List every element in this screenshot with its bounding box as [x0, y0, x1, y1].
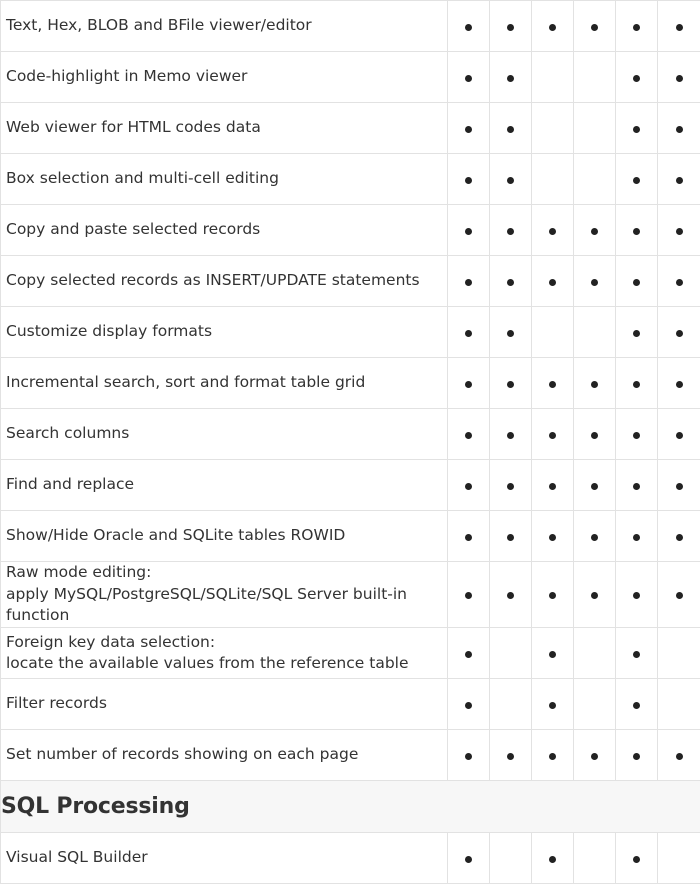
supported-dot-icon [633, 592, 640, 599]
supported-dot-icon [465, 381, 472, 388]
support-cell-6 [658, 730, 700, 781]
supported-dot-icon [549, 856, 556, 863]
supported-dot-icon [465, 177, 472, 184]
support-cell-4 [574, 562, 616, 628]
supported-dot-icon [633, 856, 640, 863]
supported-dot-icon [507, 483, 514, 490]
support-cell-4 [574, 358, 616, 409]
support-cell-2 [490, 679, 532, 730]
supported-dot-icon [465, 432, 472, 439]
support-cell-4 [574, 103, 616, 154]
support-cell-3 [532, 307, 574, 358]
feature-label: Find and replace [6, 475, 134, 493]
feature-label: Show/Hide Oracle and SQLite tables ROWID [6, 526, 345, 544]
support-cell-1 [448, 628, 490, 679]
supported-dot-icon [465, 279, 472, 286]
supported-dot-icon [507, 592, 514, 599]
support-cell-1 [448, 103, 490, 154]
support-cell-3 [532, 358, 574, 409]
support-cell-6 [658, 1, 700, 52]
section-title: SQL Processing [1, 781, 700, 833]
support-cell-6 [658, 511, 700, 562]
supported-dot-icon [549, 279, 556, 286]
support-cell-1 [448, 358, 490, 409]
feature-row [1, 256, 700, 307]
supported-dot-icon [633, 381, 640, 388]
support-cell-3 [532, 52, 574, 103]
feature-label: Text, Hex, BLOB and BFile viewer/editor [6, 16, 312, 34]
feature-row [1, 103, 700, 154]
support-cell-1 [448, 409, 490, 460]
feature-cell [1, 154, 448, 205]
supported-dot-icon [591, 228, 598, 235]
feature-label: Incremental search, sort and format table grid [6, 373, 365, 391]
supported-dot-icon [633, 279, 640, 286]
support-cell-6 [658, 154, 700, 205]
feature-table-body [1, 1, 700, 884]
support-cell-2 [490, 833, 532, 884]
feature-row [1, 460, 700, 511]
feature-label: Visual SQL Builder [6, 848, 148, 866]
support-cell-4 [574, 205, 616, 256]
supported-dot-icon [549, 483, 556, 490]
supported-dot-icon [676, 24, 683, 31]
feature-row [1, 562, 700, 628]
feature-label: Foreign key data selection: locate the available values from the reference table [6, 633, 409, 673]
support-cell-3 [532, 628, 574, 679]
support-cell-2 [490, 1, 532, 52]
support-cell-5 [616, 460, 658, 511]
feature-cell [1, 730, 448, 781]
feature-row [1, 1, 700, 52]
supported-dot-icon [633, 75, 640, 82]
support-cell-3 [532, 833, 574, 884]
support-cell-3 [532, 679, 574, 730]
supported-dot-icon [591, 753, 598, 760]
section-header-row [1, 781, 700, 833]
feature-row [1, 730, 700, 781]
support-cell-2 [490, 562, 532, 628]
support-cell-1 [448, 679, 490, 730]
feature-row [1, 154, 700, 205]
feature-cell [1, 358, 448, 409]
support-cell-3 [532, 1, 574, 52]
support-cell-2 [490, 256, 532, 307]
supported-dot-icon [465, 651, 472, 658]
feature-row [1, 52, 700, 103]
support-cell-3 [532, 103, 574, 154]
feature-row [1, 358, 700, 409]
supported-dot-icon [633, 126, 640, 133]
support-cell-6 [658, 460, 700, 511]
supported-dot-icon [507, 381, 514, 388]
supported-dot-icon [507, 177, 514, 184]
support-cell-2 [490, 205, 532, 256]
supported-dot-icon [676, 432, 683, 439]
support-cell-1 [448, 730, 490, 781]
support-cell-5 [616, 730, 658, 781]
support-cell-3 [532, 409, 574, 460]
support-cell-6 [658, 409, 700, 460]
support-cell-4 [574, 307, 616, 358]
support-cell-5 [616, 562, 658, 628]
support-cell-4 [574, 679, 616, 730]
support-cell-5 [616, 103, 658, 154]
support-cell-6 [658, 562, 700, 628]
support-cell-3 [532, 460, 574, 511]
supported-dot-icon [676, 592, 683, 599]
feature-cell [1, 1, 448, 52]
supported-dot-icon [507, 75, 514, 82]
support-cell-3 [532, 511, 574, 562]
feature-cell [1, 460, 448, 511]
feature-cell [1, 628, 448, 679]
feature-row [1, 307, 700, 358]
supported-dot-icon [549, 432, 556, 439]
support-cell-2 [490, 409, 532, 460]
support-cell-2 [490, 730, 532, 781]
feature-cell [1, 205, 448, 256]
supported-dot-icon [465, 702, 472, 709]
supported-dot-icon [465, 534, 472, 541]
supported-dot-icon [633, 432, 640, 439]
feature-label: Copy and paste selected records [6, 220, 260, 238]
feature-cell [1, 103, 448, 154]
supported-dot-icon [633, 177, 640, 184]
support-cell-6 [658, 679, 700, 730]
supported-dot-icon [549, 24, 556, 31]
supported-dot-icon [676, 228, 683, 235]
feature-label: Customize display formats [6, 322, 212, 340]
feature-cell [1, 679, 448, 730]
supported-dot-icon [591, 592, 598, 599]
supported-dot-icon [676, 330, 683, 337]
support-cell-4 [574, 460, 616, 511]
supported-dot-icon [549, 381, 556, 388]
supported-dot-icon [633, 534, 640, 541]
supported-dot-icon [465, 330, 472, 337]
supported-dot-icon [549, 534, 556, 541]
supported-dot-icon [507, 24, 514, 31]
supported-dot-icon [507, 432, 514, 439]
support-cell-1 [448, 460, 490, 511]
support-cell-5 [616, 307, 658, 358]
feature-label: Raw mode editing: apply MySQL/PostgreSQL/SQLite/SQL Server built-in function [6, 563, 407, 624]
support-cell-1 [448, 833, 490, 884]
supported-dot-icon [465, 856, 472, 863]
support-cell-3 [532, 562, 574, 628]
supported-dot-icon [633, 753, 640, 760]
supported-dot-icon [676, 753, 683, 760]
support-cell-3 [532, 205, 574, 256]
support-cell-5 [616, 833, 658, 884]
feature-label: Filter records [6, 694, 107, 712]
feature-cell [1, 307, 448, 358]
support-cell-2 [490, 628, 532, 679]
support-cell-3 [532, 154, 574, 205]
supported-dot-icon [465, 753, 472, 760]
supported-dot-icon [591, 534, 598, 541]
support-cell-2 [490, 52, 532, 103]
support-cell-2 [490, 358, 532, 409]
support-cell-5 [616, 358, 658, 409]
feature-cell [1, 52, 448, 103]
supported-dot-icon [633, 702, 640, 709]
support-cell-5 [616, 154, 658, 205]
supported-dot-icon [591, 381, 598, 388]
feature-label: Copy selected records as INSERT/UPDATE statements [6, 271, 420, 289]
supported-dot-icon [465, 75, 472, 82]
support-cell-1 [448, 256, 490, 307]
support-cell-5 [616, 1, 658, 52]
supported-dot-icon [591, 24, 598, 31]
supported-dot-icon [676, 534, 683, 541]
supported-dot-icon [465, 592, 472, 599]
support-cell-5 [616, 628, 658, 679]
support-cell-2 [490, 460, 532, 511]
supported-dot-icon [591, 483, 598, 490]
feature-row [1, 511, 700, 562]
supported-dot-icon [676, 483, 683, 490]
feature-cell [1, 511, 448, 562]
supported-dot-icon [507, 126, 514, 133]
feature-row [1, 205, 700, 256]
support-cell-1 [448, 205, 490, 256]
support-cell-5 [616, 511, 658, 562]
supported-dot-icon [633, 24, 640, 31]
supported-dot-icon [507, 228, 514, 235]
support-cell-5 [616, 409, 658, 460]
supported-dot-icon [591, 279, 598, 286]
supported-dot-icon [676, 177, 683, 184]
supported-dot-icon [507, 330, 514, 337]
support-cell-1 [448, 154, 490, 205]
supported-dot-icon [633, 330, 640, 337]
support-cell-2 [490, 154, 532, 205]
support-cell-6 [658, 358, 700, 409]
support-cell-1 [448, 52, 490, 103]
support-cell-2 [490, 511, 532, 562]
support-cell-5 [616, 256, 658, 307]
feature-label: Box selection and multi-cell editing [6, 169, 279, 187]
support-cell-6 [658, 628, 700, 679]
support-cell-6 [658, 833, 700, 884]
support-cell-2 [490, 307, 532, 358]
feature-cell [1, 256, 448, 307]
supported-dot-icon [549, 753, 556, 760]
supported-dot-icon [465, 24, 472, 31]
support-cell-4 [574, 409, 616, 460]
feature-row [1, 833, 700, 884]
support-cell-2 [490, 103, 532, 154]
supported-dot-icon [549, 592, 556, 599]
supported-dot-icon [633, 228, 640, 235]
support-cell-4 [574, 511, 616, 562]
support-cell-4 [574, 52, 616, 103]
supported-dot-icon [549, 651, 556, 658]
feature-row [1, 628, 700, 679]
feature-cell [1, 562, 448, 628]
feature-cell [1, 409, 448, 460]
supported-dot-icon [465, 483, 472, 490]
support-cell-4 [574, 730, 616, 781]
support-cell-6 [658, 256, 700, 307]
supported-dot-icon [549, 702, 556, 709]
feature-row [1, 409, 700, 460]
feature-label: Web viewer for HTML codes data [6, 118, 261, 136]
support-cell-3 [532, 730, 574, 781]
support-cell-5 [616, 679, 658, 730]
support-cell-3 [532, 256, 574, 307]
support-cell-1 [448, 1, 490, 52]
supported-dot-icon [676, 381, 683, 388]
supported-dot-icon [676, 126, 683, 133]
support-cell-6 [658, 52, 700, 103]
supported-dot-icon [507, 753, 514, 760]
feature-label: Search columns [6, 424, 129, 442]
support-cell-1 [448, 562, 490, 628]
supported-dot-icon [507, 534, 514, 541]
support-cell-4 [574, 628, 616, 679]
support-cell-6 [658, 307, 700, 358]
feature-label: Code-highlight in Memo viewer [6, 67, 247, 85]
support-cell-4 [574, 833, 616, 884]
supported-dot-icon [676, 75, 683, 82]
support-cell-5 [616, 52, 658, 103]
supported-dot-icon [591, 432, 598, 439]
support-cell-6 [658, 103, 700, 154]
supported-dot-icon [633, 483, 640, 490]
supported-dot-icon [676, 279, 683, 286]
support-cell-6 [658, 205, 700, 256]
support-cell-4 [574, 256, 616, 307]
support-cell-4 [574, 154, 616, 205]
supported-dot-icon [507, 279, 514, 286]
support-cell-1 [448, 511, 490, 562]
supported-dot-icon [549, 228, 556, 235]
support-cell-5 [616, 205, 658, 256]
support-cell-4 [574, 1, 616, 52]
support-cell-1 [448, 307, 490, 358]
feature-row [1, 679, 700, 730]
supported-dot-icon [465, 126, 472, 133]
supported-dot-icon [633, 651, 640, 658]
supported-dot-icon [465, 228, 472, 235]
feature-cell [1, 833, 448, 884]
feature-label: Set number of records showing on each page [6, 745, 358, 763]
